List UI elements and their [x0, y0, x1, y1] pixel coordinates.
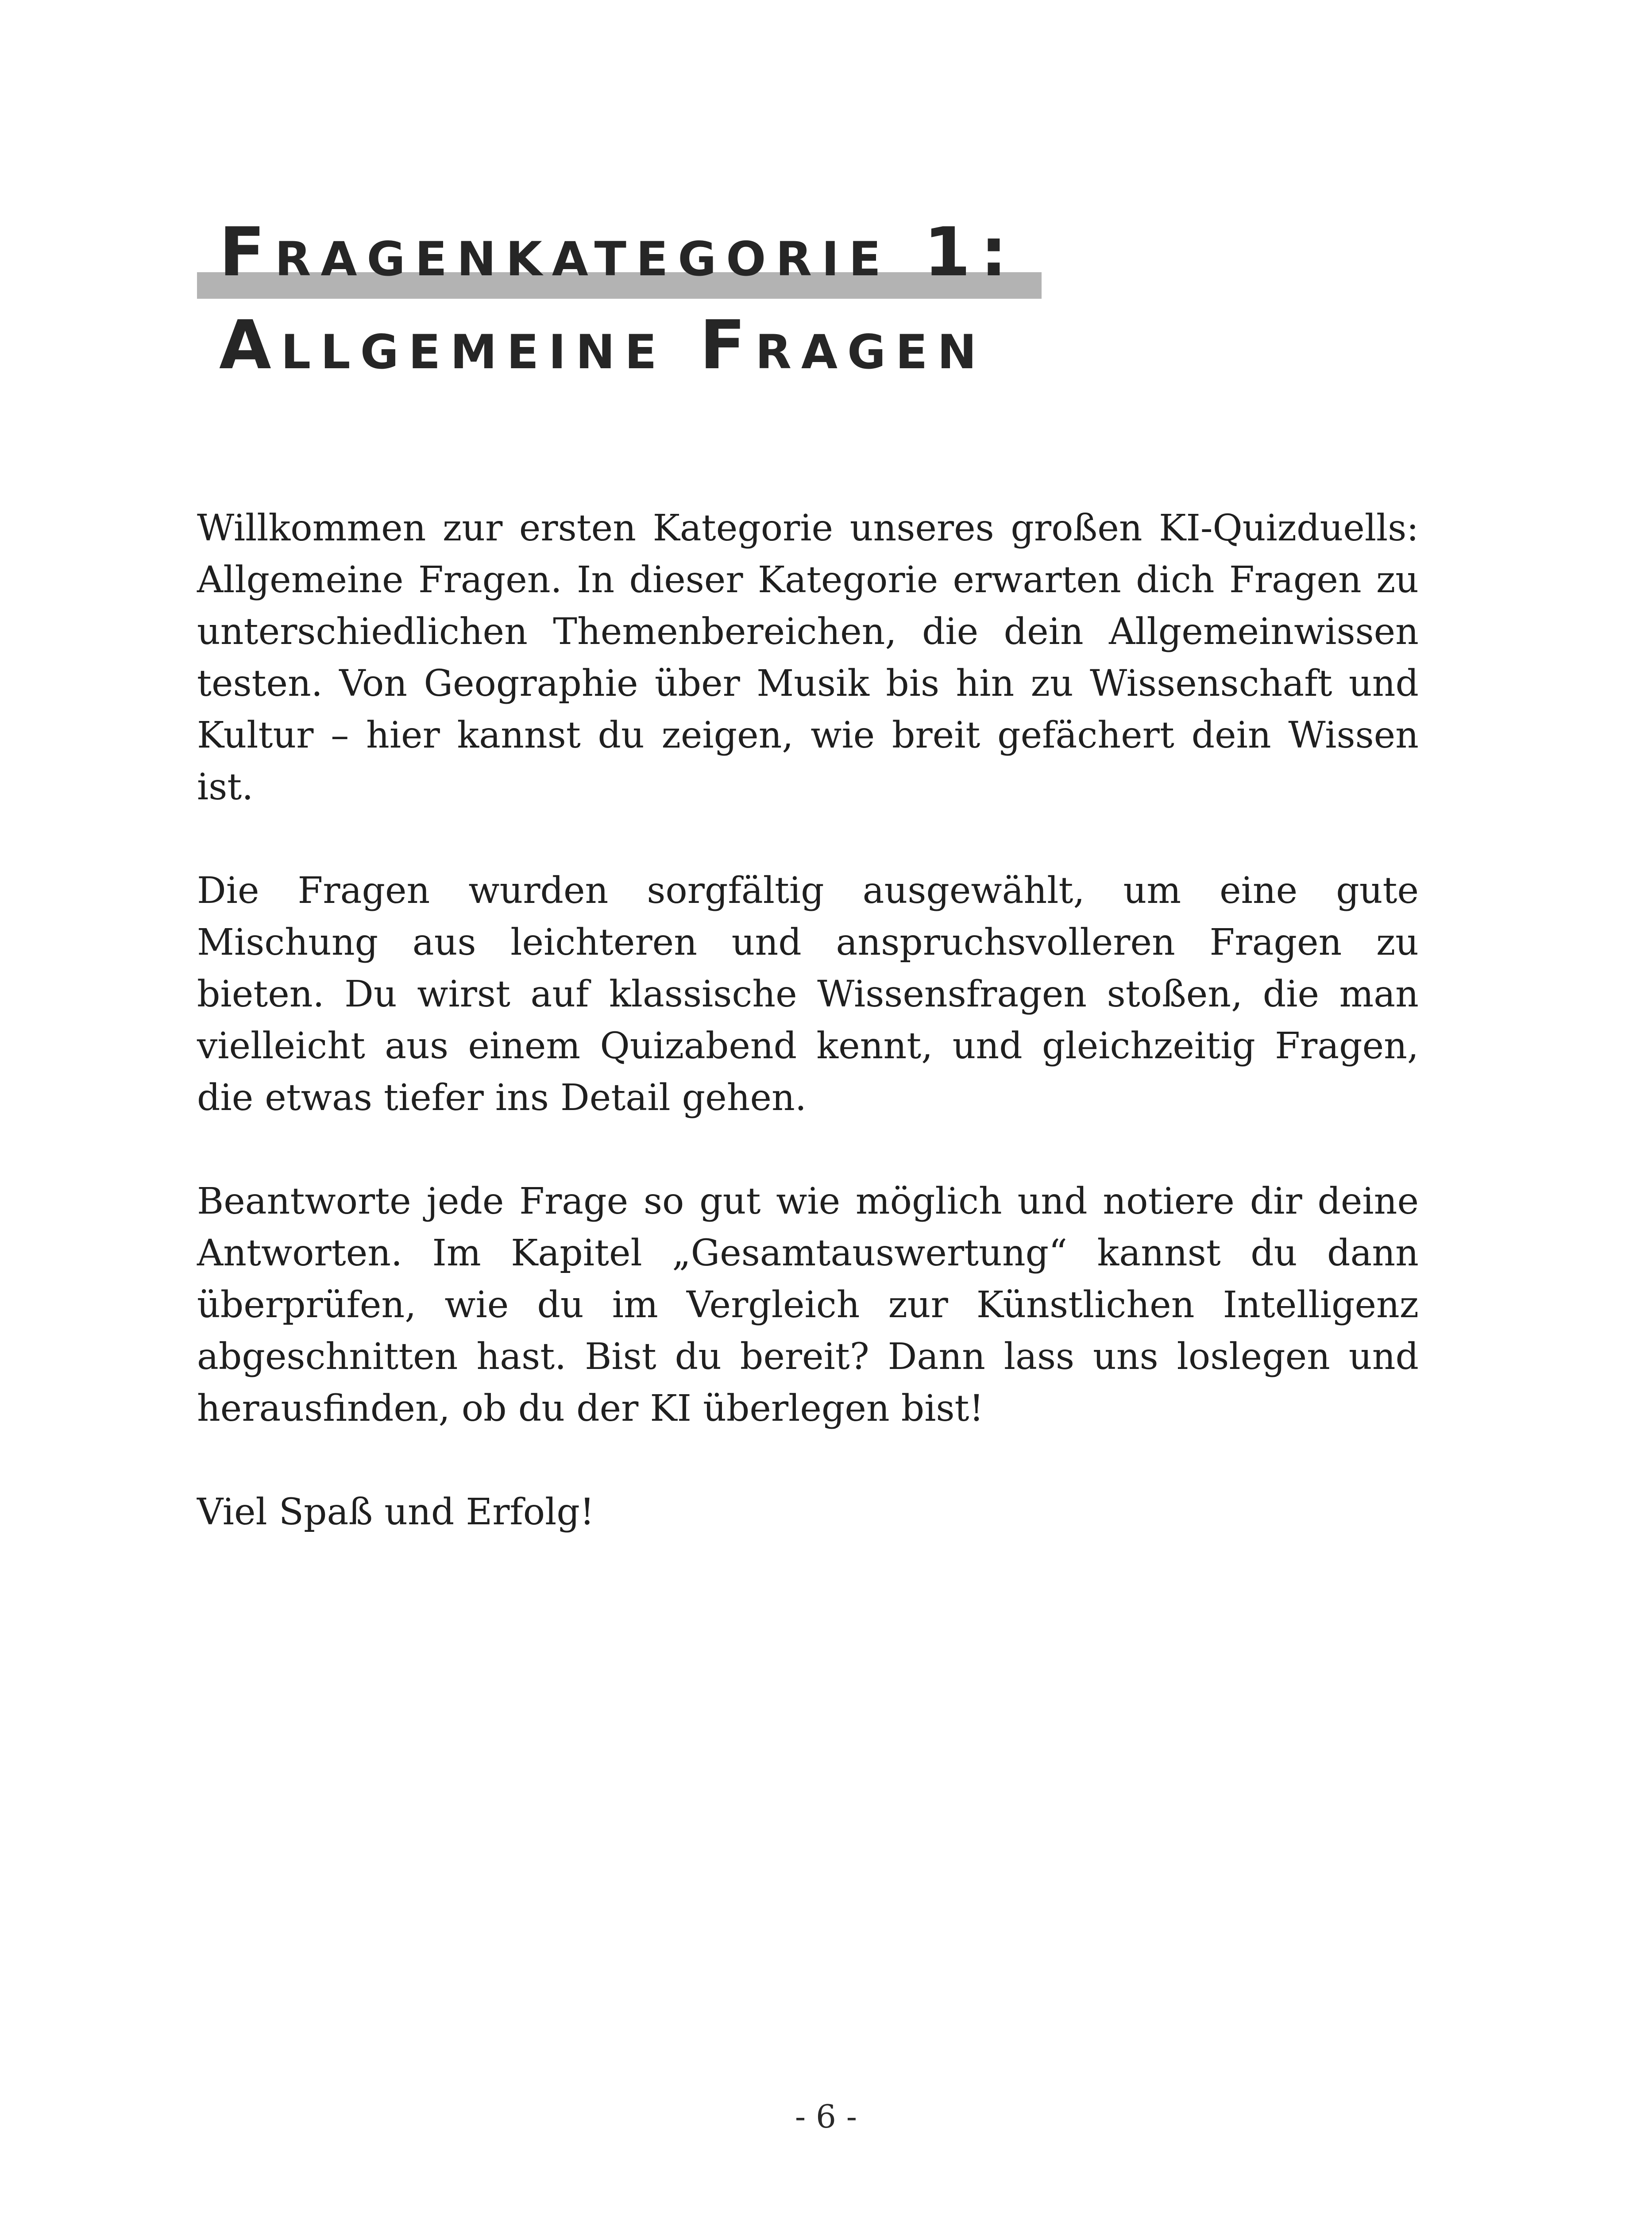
- page-number: - 6 -: [795, 2098, 857, 2135]
- chapter-heading: [197, 208, 1082, 394]
- paragraph-instructions: Beantworte jede Frage so gut wie möglich und notiere dir deine Antworten. Im Kapitel „Gesamtauswertung“ kannst du dann überprüfen, wie du im Vergleich zur Künstlichen Intelligenz abgeschnitten hast. Bist du bereit? Dann lass uns loslegen und herausfinden, ob du der KI überlegen bist!: [197, 1180, 1419, 1430]
- chapter-heading-line-2: [197, 301, 1082, 394]
- chapter-heading-text-2: Allgemeine Fragen: [219, 306, 987, 384]
- body-text: [197, 502, 1419, 1590]
- chapter-heading-line-1: [197, 208, 1082, 301]
- chapter-heading-text-1: Fragenkategorie 1:: [219, 213, 1017, 291]
- paragraph-selection: Die Fragen wurden sorgfältig ausgewählt, um eine gute Mischung aus leichteren und anspruchsvolleren Fragen zu bieten. Du wirst auf klassische Wissensfragen stoßen, die man vielleicht aus einem Quizabend kennt, und gleichzeitig Fragen, die etwas tiefer ins Detail gehen.: [197, 870, 1419, 1119]
- paragraph-closing: Viel Spaß und Erfolg!: [197, 1491, 594, 1533]
- paragraph-intro: Willkommen zur ersten Kategorie unseres großen KI-Quizduells: Allgemeine Fragen. In dieser Kategorie erwarten dich Fragen zu unterschiedlichen Themenbereichen, die dein Allgemeinwissen testen. Von Geographie über Musik bis hin zu Wissenschaft und Kultur – hier kannst du zeigen, wie breit gefächert dein Wissen ist.: [197, 507, 1419, 808]
